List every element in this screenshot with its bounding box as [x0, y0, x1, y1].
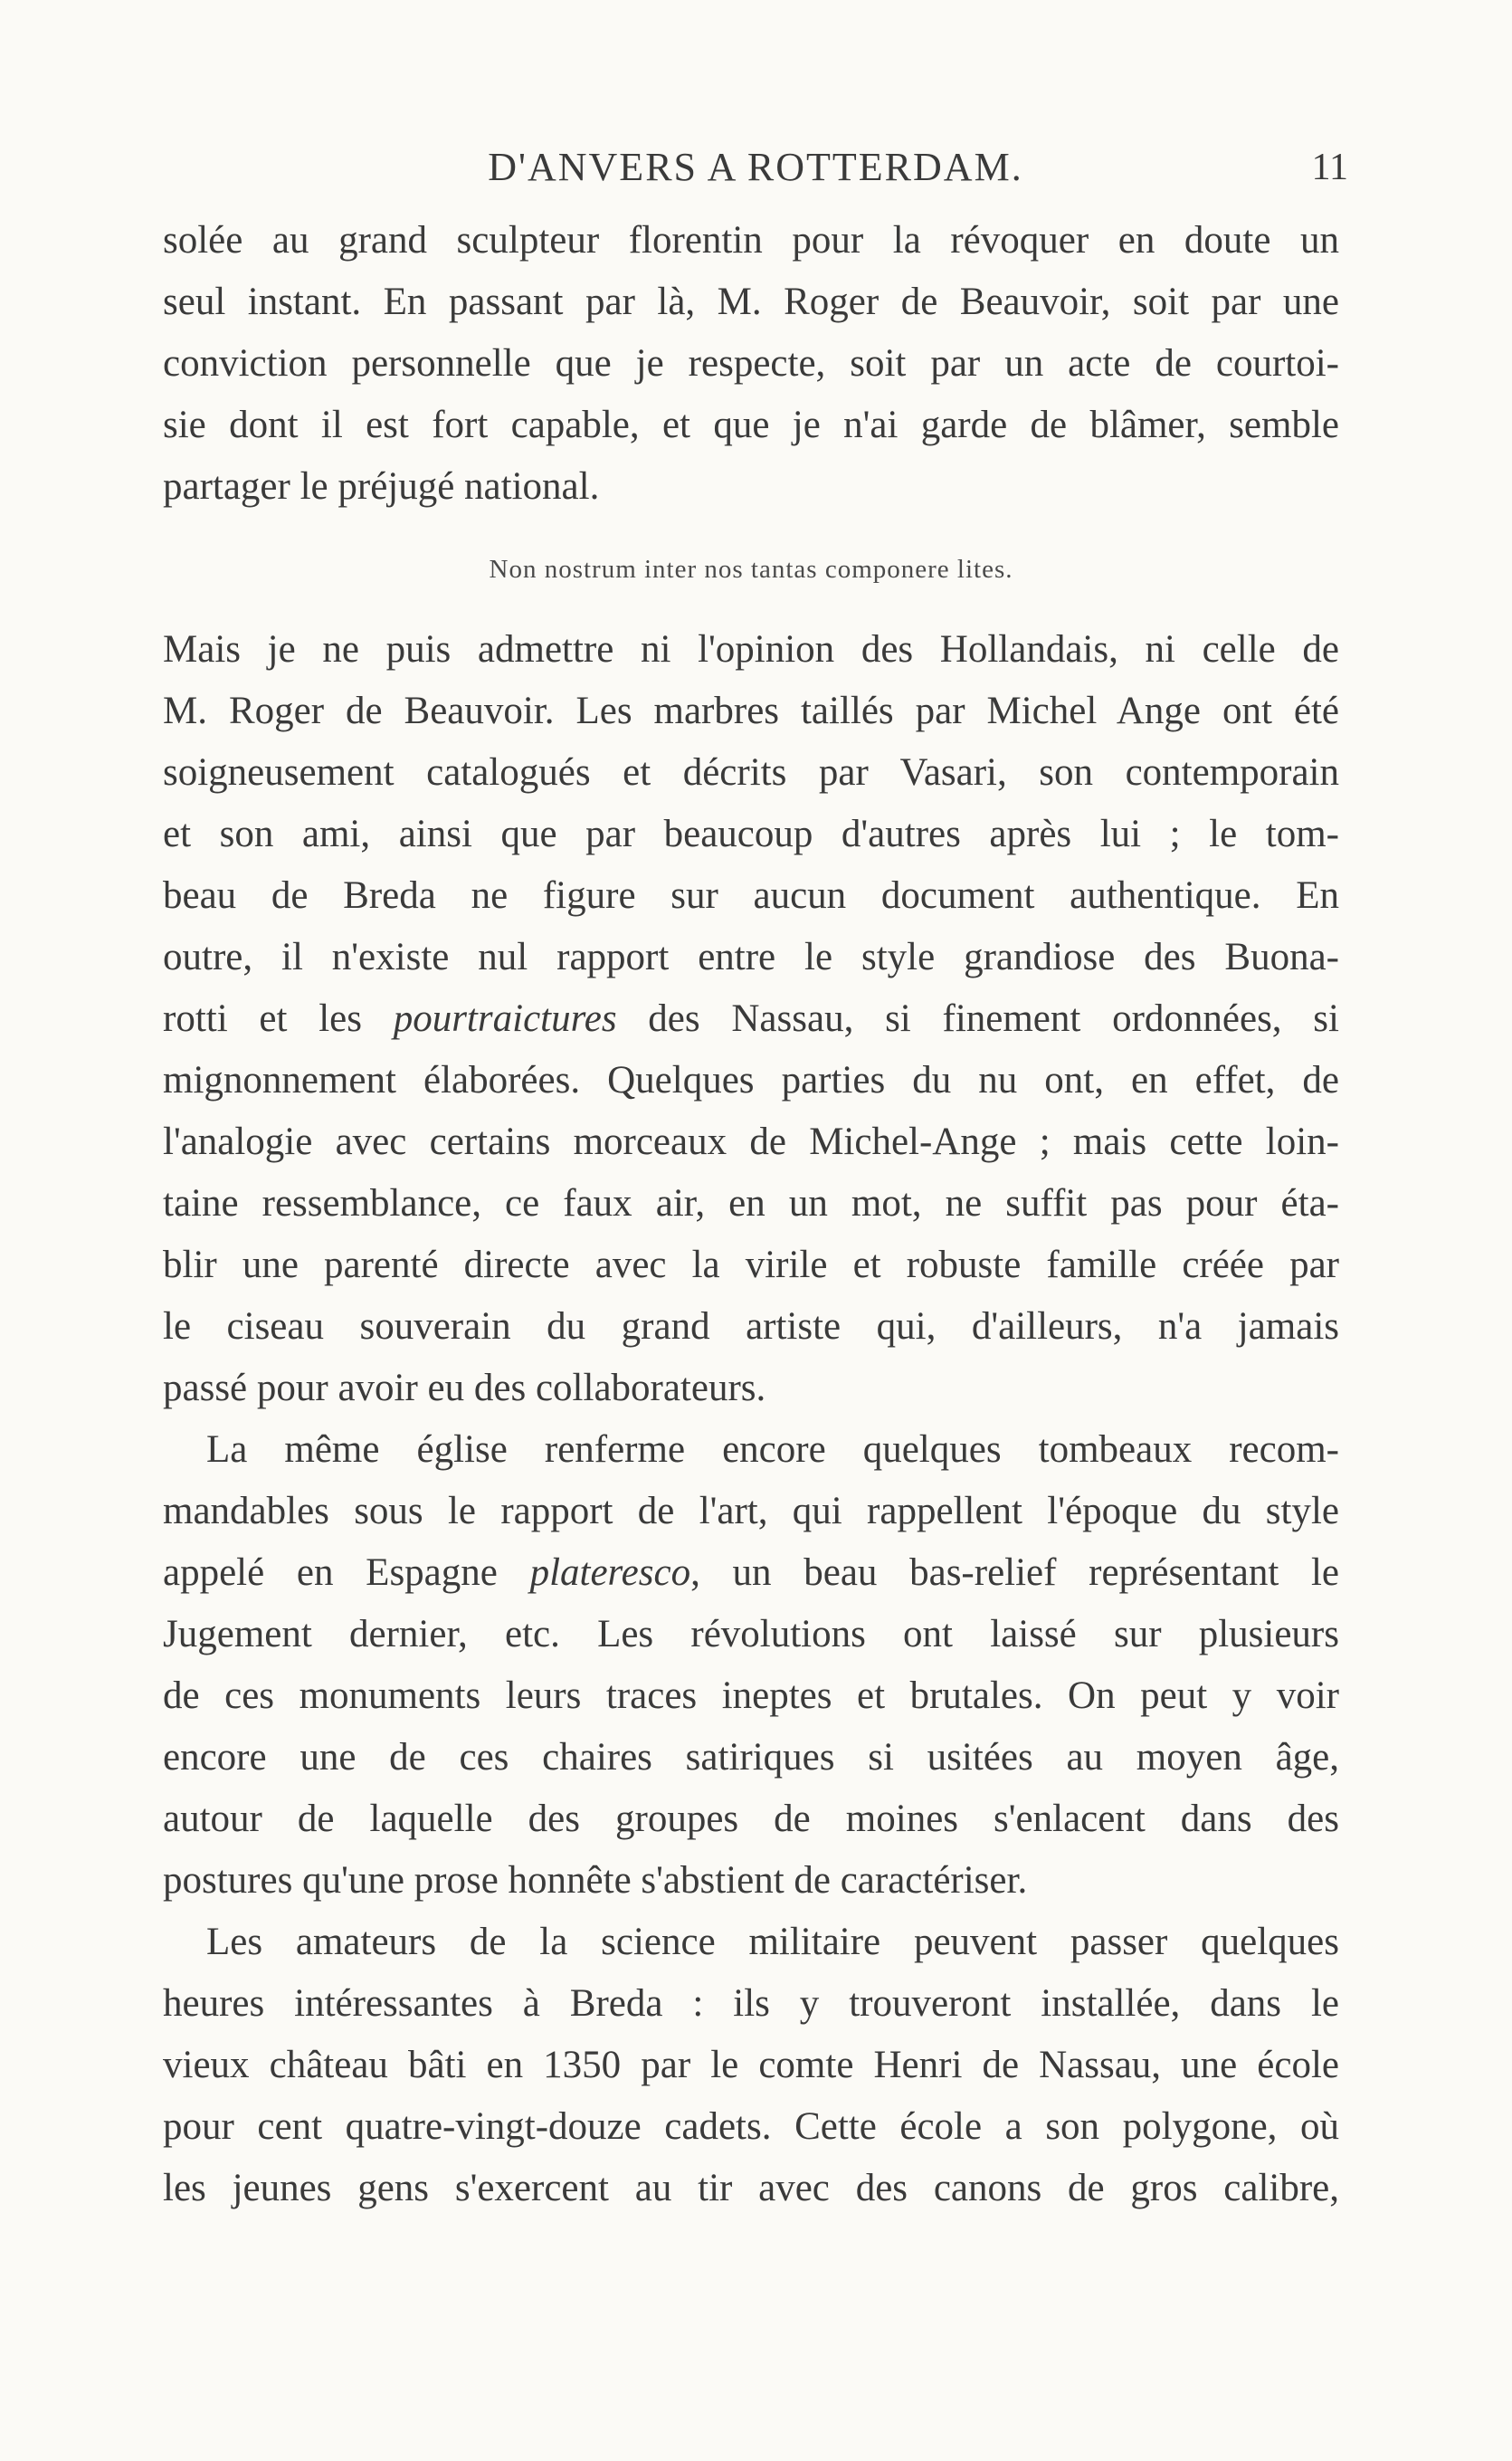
text-line: sie dont il est fort capable, et que je n'ai garde de blâmer, semble: [163, 404, 1339, 446]
text-line: blir une parenté directe avec la virile et robuste famille créée par: [163, 1244, 1339, 1286]
italic-term: pourtraictures: [393, 997, 617, 1040]
text-line: beau de Breda ne figure sur aucun document authentique. En: [163, 874, 1339, 917]
page-number: 11: [1311, 147, 1348, 188]
text-line: pour cent quatre-vingt-douze cadets. Cette école a son polygone, où: [163, 2105, 1339, 2148]
text-segment: , un beau bas-relief représentant le: [690, 1551, 1339, 1594]
running-title: D'ANVERS A ROTTERDAM.: [488, 145, 1023, 189]
text-line: heures intéressantes à Breda : ils y trouveront installée, dans le: [163, 1982, 1339, 2025]
paragraph-2: [163, 619, 1339, 1419]
text-line: seul instant. En passant par là, M. Roger de Beauvoir, soit par une: [163, 281, 1339, 323]
text-line: mignonnement élaborées. Quelques parties du nu ont, en effet, de: [163, 1059, 1339, 1102]
body-text: [163, 210, 1339, 2219]
text-line: soigneusement catalogués et décrits par Vasari, son contemporain: [163, 751, 1339, 794]
latin-quotation: Non nostrum inter nos tantas componere lites.: [489, 555, 1013, 584]
paragraph-1: [163, 210, 1339, 518]
text-line: Les amateurs de la science militaire peuvent passer quelques: [206, 1921, 1339, 1963]
text-segment: appelé en Espagne: [163, 1551, 530, 1594]
text-line: vieux château bâti en 1350 par le comte Henri de Nassau, une école: [163, 2044, 1339, 2086]
text-line: M. Roger de Beauvoir. Les marbres taillés par Michel Ange ont été: [163, 690, 1339, 732]
text-line: taine ressemblance, ce faux air, en un mot, ne suffit pas pour éta-: [163, 1182, 1339, 1225]
text-line: outre, il n'existe nul rapport entre le style grandiose des Buona-: [163, 936, 1339, 978]
running-header: [163, 140, 1348, 195]
text-segment: des Nassau, si finement ordonnées, si: [616, 997, 1339, 1040]
paragraph-4: [163, 1912, 1339, 2219]
text-line: et son ami, ainsi que par beaucoup d'autres après lui ; le tom-: [163, 813, 1339, 855]
text-line: l'analogie avec certains morceaux de Michel-Ange ; mais cette loin-: [163, 1121, 1339, 1163]
text-line: autour de laquelle des groupes de moines s'enlacent dans des: [163, 1798, 1339, 1840]
text-line: passé pour avoir eu des collaborateurs.: [163, 1367, 766, 1409]
text-line: solée au grand sculpteur florentin pour la révoquer en doute un: [163, 219, 1339, 262]
text-line: conviction personnelle que je respecte, soit par un acte de courtoi-: [163, 342, 1339, 385]
text-line: postures qu'une prose honnête s'abstient de caractériser.: [163, 1859, 1028, 1902]
text-line: Mais je ne puis admettre ni l'opinion des Hollandais, ni celle de: [163, 628, 1339, 671]
text-line: La même église renferme encore quelques tombeaux recom-: [206, 1428, 1339, 1471]
text-segment: rotti et les: [163, 997, 394, 1040]
paragraph-3: [163, 1419, 1339, 1912]
text-line: de ces monuments leurs traces ineptes et brutales. On peut y voir: [163, 1674, 1339, 1717]
text-line: les jeunes gens s'exercent au tir avec des canons de gros calibre,: [163, 2167, 1339, 2209]
text-line: [163, 988, 1339, 1050]
text-line: mandables sous le rapport de l'art, qui rappellent l'époque du style: [163, 1490, 1339, 1532]
text-line: le ciseau souverain du grand artiste qui, d'ailleurs, n'a jamais: [163, 1305, 1339, 1348]
italic-term: plateresco: [529, 1551, 691, 1594]
text-line: [163, 1542, 1339, 1604]
text-line: encore une de ces chaires satiriques si usitées au moyen âge,: [163, 1736, 1339, 1779]
text-line: Jugement dernier, etc. Les révolutions ont laissé sur plusieurs: [163, 1613, 1339, 1655]
text-line: partager le préjugé national.: [163, 465, 600, 508]
